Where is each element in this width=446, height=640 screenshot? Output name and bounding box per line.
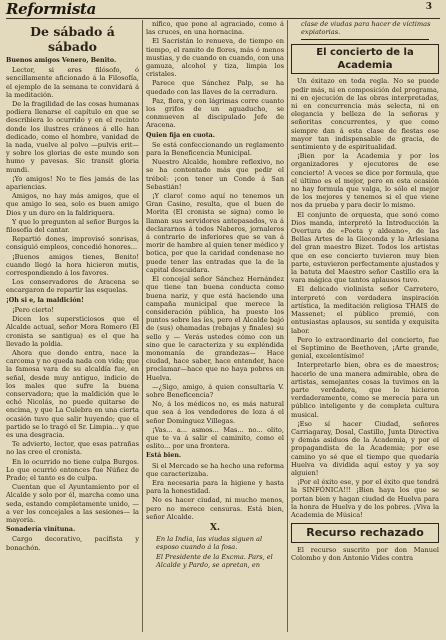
box-title-recurso: Recurso rechazado [291, 523, 439, 543]
paragraph: Cargo decorativo, pacífista y bonachón. [6, 535, 139, 552]
paragraph: ¡Pero cierto! [12, 305, 55, 314]
paragraph: Cuentan que el Ayuntamiento por el Alcalde y solo por él, marcha como una seda, estando completamente unido, —a ver los concejales a las sesiones— la mayoría. [6, 483, 139, 524]
intro-line: clase de viudas para hacer de víctimas expiatorias. [301, 20, 431, 37]
page-number: 3 [425, 2, 432, 12]
paragraph: Los conservadores de Aracena se encargaron de repartir las esquelas. [6, 278, 139, 295]
paragraph: No es hacer ciudad, ni mucho menos, pero no merece censuras. Está bien, señor Alcalde. [146, 496, 284, 521]
subheading: Quien fija en cuota. [146, 131, 215, 139]
paragraph: Se está confeccionando un reglamento para la Beneficencia Municipal. [146, 140, 284, 158]
italic-paragraph: El Presidente de la Excma. Pars, el Alcalde y Pardo, se apretan, en [156, 552, 273, 569]
paragraph: El Sacristán lo renueva, de tiempo en tiempo, el ramito de flores, más ó menos mustias, y de cuando en cuando, con una gamuza, alcohol y tiza, limpia los cristales. [146, 37, 284, 79]
italic-paragraph: En la India, las viudas siguen al esposo cuando á la fosa. [156, 535, 263, 552]
paragraph: Nuestro Alcalde, hombre reflexivo, no se ha contentado más que pedir el trébol: ¡con tener un Conde á San Sebastián! [146, 158, 284, 191]
paragraph: En lo ocurrido no tiene culpa Burgos. Lo que ocurrió entonces fue Núñez de Prado; el tanto es de culpa. [6, 457, 139, 482]
column-3-body [291, 77, 439, 519]
column-divider [142, 20, 143, 632]
paragraph: Parece que Sánchez Palp, se ha quedado con las llaves de la cerradura. [146, 79, 284, 96]
paragraph: Paz, flora, y con lágrimas corre cuanto los grifos de un aguaducho, se conmueven al discipulado Jefe de Aracena. [146, 96, 284, 130]
paragraph: No, á los médicos no, es más natural que sea á los vendedores de loza á el señor Domínguez Villegas. [146, 400, 284, 425]
separator-mark: X. [209, 522, 221, 533]
paragraph: —¿Sigo, amigo, á quien consultaría V. sobre Beneficencia? [146, 382, 284, 399]
paragraph: ¡Buenos amigos tienes, Benito! cuando llegó la hora hicieron mutis, correspondiendo á los favores. [6, 252, 139, 278]
subheading: Está bien. [146, 452, 182, 460]
paragraph: El conjunto de orquesta, que sonó como Dios manda, interpretó la Introducción la Overtura de «Poeta y aldeano», de las Bellas Artes de la Gioconda y la Arlesiana del gran maestro Bizet. Todos los artistas que en ese concierto tuvieron muy bien parte, estuvieron perfectamente ajustados y la batuta del Maestro señor Castillo era la vara mágica que tantos aplausos tuvo. [291, 210, 439, 285]
paragraph: Dicen los supersticiosos que el Alcalde actual, señor Mora Romero (El cronista se santigua) es el que ha llevado la poldia. [6, 315, 139, 348]
column-3 [291, 20, 439, 634]
subheading: Buenos amigos Venero, Benito. [6, 57, 117, 64]
paragraph: ¡Eso sí hacer Ciudad, señores Carriagaray, Dosal, Castillo, Junta Directiva y demás asiduos de la Academia, y por el propagandista de la Academia; por ese camino yo sé que el tiempo que quedaría Huelva va dividida aquí estoy y ya soy alguien! [291, 419, 439, 477]
paragraph: Si el Mercado se ha hecho una reforma que caracterizaba. [146, 461, 284, 478]
paragraph: ¡Yo amigos! No te fíes jamás de las apariencias. [6, 174, 139, 192]
column-divider [287, 20, 288, 632]
box-title-concert: El concierto de la Academia [291, 44, 439, 74]
paragraph: ¡Bien por la Academia y por los organizadores y ejecutores de ese concierto! A veces se dice por formula, que el último es el mejor, pero en esta ocasión no hay formula que valga, lo sólo el mejor de los mejores y tenemos si el que viene nos da prueba y para decir lo mismo. [291, 152, 439, 210]
paragraph: Pero lo extraordinario del concierto, fue el Septimino de Beethoven, ¡Arte grande, genial, excelentísimo! [291, 335, 439, 361]
paragraph: Y que lo pregunten al señor Burgos la filosofía del cantar. [6, 217, 139, 235]
column-1-body [6, 57, 139, 552]
top-rule [6, 18, 440, 19]
closing-paragraph: El recurso suscrito por don Manuel Colombo y don Antonio Vides contra [291, 546, 439, 563]
paragraph: Amigos, no hay más amigos, que el que amigo lo sea, solo es buen amigo Dios y un duro en la faldriquera. [6, 192, 139, 217]
column-2 [146, 20, 284, 634]
paragraph: Era necesaria para la higiene y hasta para la honestidad. [146, 478, 284, 496]
paragraph: Te advierto, lector, que esas patrañas no las creo el cronista. [6, 440, 139, 457]
paragraph: De la fragilidad de las cosas humanas podiera llenarse el capítulo en que se describiera lo ocurrido y en el recinto donde los ilustres cráneos á ello han dedicado, como el hombre, vanidad de la nada, vuelve al polvo —pulvis erit— y sobre los glorias de este mundo son humo y pavesas. Sic transit gloria mundi. [6, 100, 139, 174]
paragraph: El concejal señor Sánchez Hernández que tiene tan buena conducta como buena nariz, y que está haciendo una campaña municipal que merece la consideración pública, ha puesto los puntos sobre las íes, pero el Alcalde bajó de (sus) ohamadas (rebajas y finales) su sello y — Verás ustedes cómo con un sino que le caracteriza y su expléndida monomanía de grandezas— Hace ciudad, hace saber, hace entender, hace proclamar—hace que no haya pobres en Huelva. [146, 275, 284, 382]
column-1 [6, 20, 139, 634]
paragraph: Lector, si eres filósofo, ó sencillamente aficionado á la Filosofía, el ejemplo de la semana te convidará á la meditación. [6, 66, 139, 99]
paragraph: Interpretarlo bien, obra es de maestros; hacerlo de una manera admirable, obra de artistas, semejantes cosas la tuvimos en la parte verdadera, que lo hicieron verdaderamente, como se merecía para un público inteligente y de completa cultura musical. [291, 361, 439, 419]
paragraph: ¡Por el éxito ese, y por el éxito que tendrá la SINFÓNICA!!! ¡Bien haya los que se portan bien y hagan ciudad de Huelva para la honra de Huelva y de los pobres. ¡Viva la Academia de Música! [291, 478, 439, 519]
paragraph: Un éxitazo en toda regla. No se puede pedir más, ni en composición del programa, ni en ejecución de las obras interpretadas, ni en concurrencia más selecta, ni en elegancia y belleza de la señoras y señoritas concurrentes, y que como siempre dan á esta clase de fiestas ese mayor tan indispensable de gracia, de sentimiento y de espiritualidad. [291, 77, 439, 152]
paragraph: ¡Vas... a... asmos... Mas... no... olito, que te va á salir el caminito, como el eslito... por una frontera. [146, 425, 284, 451]
paragraph: Ahora que dondo entra, nace la carcoma y no queda nada con vida; que la famosa vara de su alcaldía fue, en señal, desde muy antiguo, indicio de los males que sufre la buena conservadora; que la maldición que le echó Nicolás, no puede quitarse de encima, y que La Culebra en una cierta ocasión tuvo que salir huyendo; que el partido se lo tragó el Sr. Limpia... y que es una desgracia. [6, 348, 139, 439]
subheading: Sonadería vinítuna. [6, 526, 76, 534]
paragraph: Repartió dones, improvisó sonrisas, consiguió empleos, concedió honores... [6, 235, 139, 252]
paragraph: nífico, que pone al agraciado, como á las cruces, en una hornacina. [146, 20, 284, 37]
masthead: Reformista [6, 0, 97, 18]
subheading: ¡Oh si e, la maldición! [6, 296, 84, 304]
paragraph: ¡Y claro! como aquí no tenemos un Gran Casino, resulta, que el buen de Morita (El cronista se signa) como le llaman sus servidores antepasados, va á declararnos á todos Naberos, jornaleros á contrario de inferiores que se van á morir de hambre al quien tener médico y botica, por que la caridad condenase no puede tener las entradas que la de la capital descuidara. [146, 192, 284, 274]
column-2-body [146, 20, 284, 569]
section-headline: De sábado á sábado [30, 24, 115, 54]
separator-rule [301, 39, 429, 40]
paragraph: El delicado violinista señor Carretero, interpretó con verdadera inspiración artística, la meditación religiosa THAIS de Massenet; el público premió, con entusiastas aplausos, su sentida y exquisita labor. [291, 285, 439, 335]
